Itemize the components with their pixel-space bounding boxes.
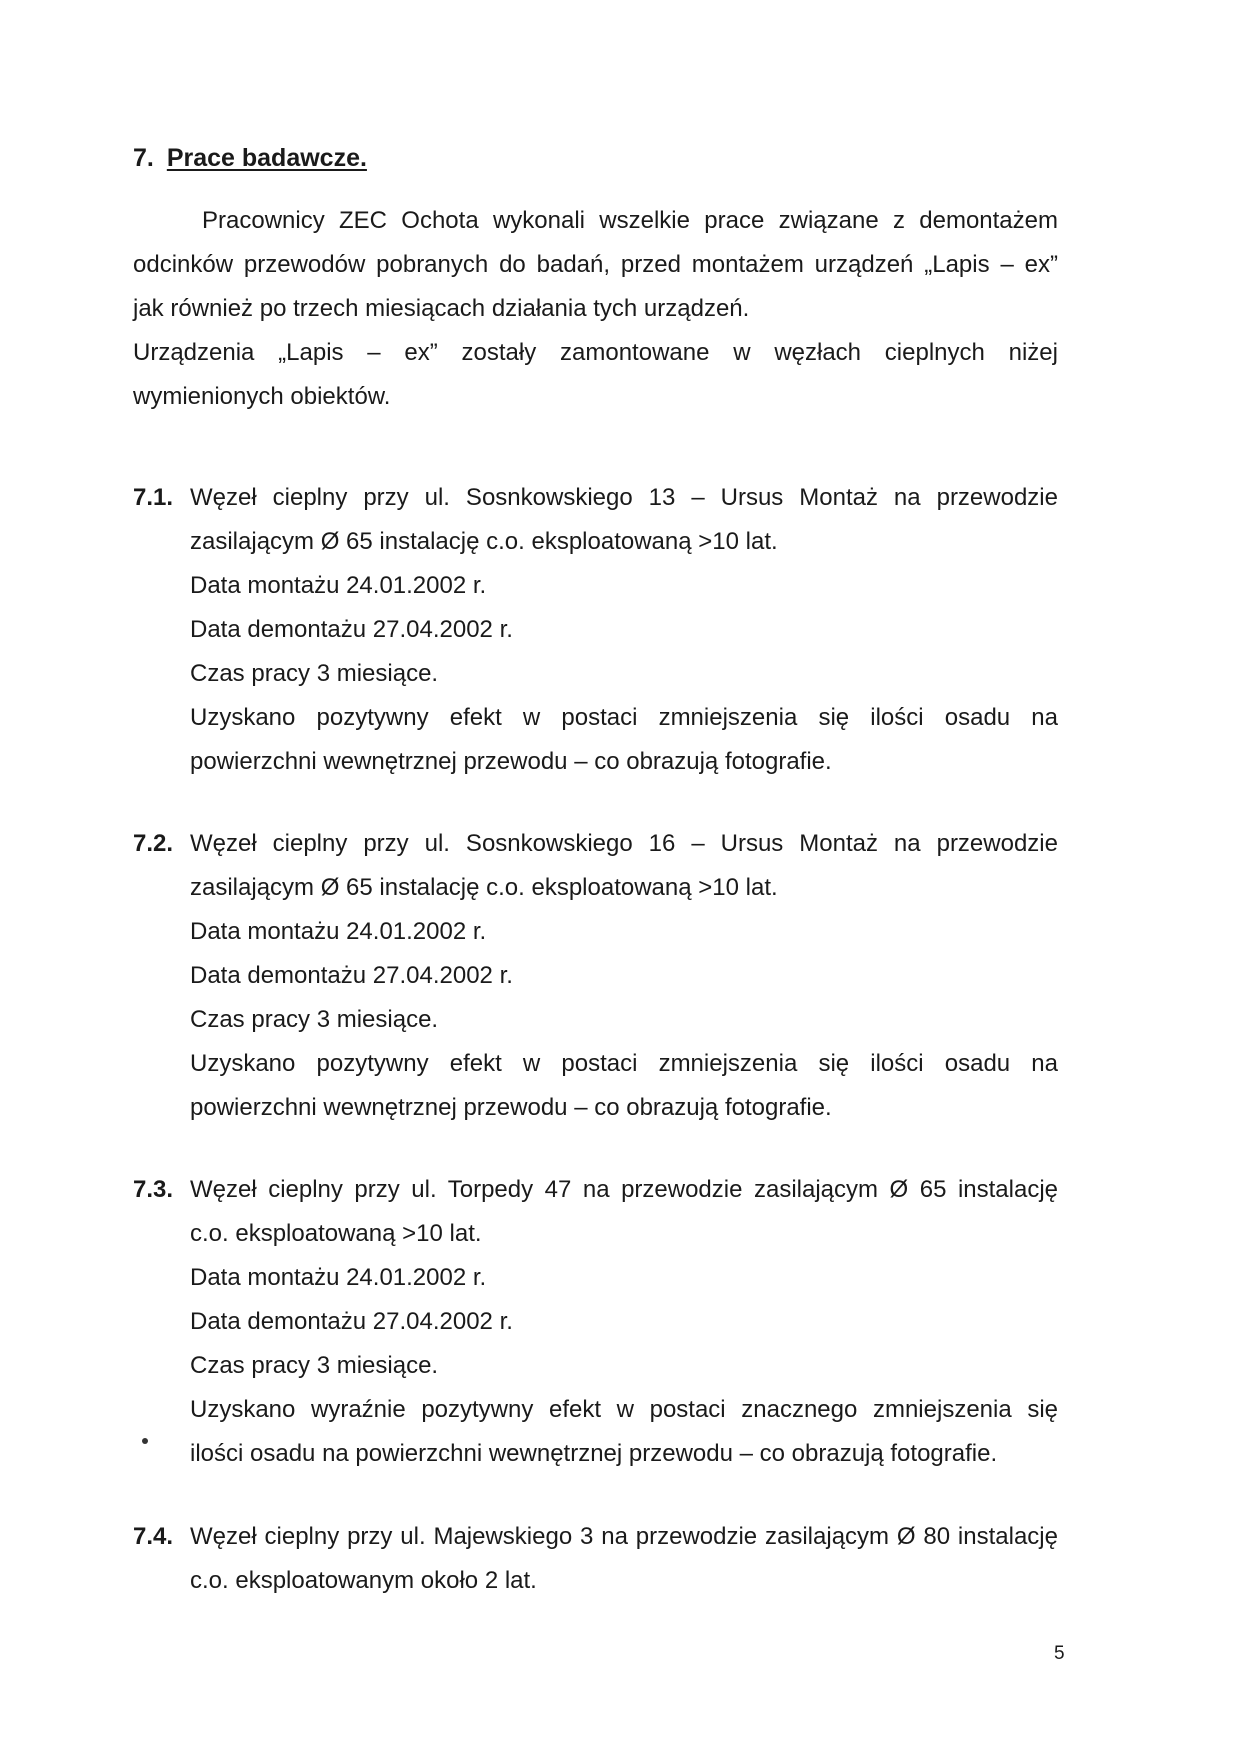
subsection-line: zasilającym Ø 65 instalację c.o. eksploatowaną >10 lat.	[190, 874, 778, 901]
subsection-body	[190, 1515, 1058, 1603]
intro-line: odcinków przewodów pobranych do badań, przed montażem urządzeń „Lapis – ex”	[133, 251, 1058, 278]
subsection-line: Data demontażu 27.04.2002 r.	[190, 962, 513, 989]
subsection-line: Uzyskano wyraźnie pozytywny efekt w postaci znacznego zmniejszenia się	[190, 1396, 1058, 1423]
subsection-line: Węzeł cieplny przy ul. Sosnkowskiego 13 – Ursus Montaż na przewodzie	[190, 484, 1058, 511]
section-heading	[133, 144, 367, 173]
intro-paragraph	[133, 199, 1058, 419]
subsection-number: 7.3.	[133, 1176, 174, 1203]
subsection-line: Węzeł cieplny przy ul. Majewskiego 3 na przewodzie zasilającym Ø 80 instalację	[190, 1523, 1058, 1550]
subsection-line: Data montażu 24.01.2002 r.	[190, 1264, 487, 1291]
subsection-line: zasilającym Ø 65 instalację c.o. eksploatowaną >10 lat.	[190, 528, 778, 555]
section-heading-title: Prace badawcze.	[166, 144, 367, 172]
subsection-body	[190, 822, 1058, 1130]
subsection-line: Data montażu 24.01.2002 r.	[190, 918, 487, 945]
subsection-line: Data montażu 24.01.2002 r.	[190, 572, 487, 599]
subsection-line: Data demontażu 27.04.2002 r.	[190, 616, 513, 643]
subsection-number: 7.1.	[133, 484, 174, 511]
subsection-number: 7.2.	[133, 830, 174, 857]
intro-line: wymienionych obiektów.	[133, 383, 391, 410]
subsection-line: Czas pracy 3 miesiące.	[190, 1352, 439, 1379]
stray-dot-mark	[142, 1438, 148, 1444]
intro-line: jak również po trzech miesiącach działania tych urządzeń.	[133, 295, 750, 322]
subsection-body	[190, 1168, 1058, 1476]
subsection-line: ilości osadu na powierzchni wewnętrznej przewodu – co obrazują fotografie.	[190, 1440, 998, 1467]
subsection-line: Czas pracy 3 miesiące.	[190, 660, 439, 687]
subsection-line: c.o. eksploatowanym około 2 lat.	[190, 1567, 537, 1594]
intro-line: Pracownicy ZEC Ochota wykonali wszelkie prace związane z demontażem	[202, 207, 1058, 234]
subsection-line: Węzeł cieplny przy ul. Torpedy 47 na przewodzie zasilającym Ø 65 instalację	[190, 1176, 1058, 1203]
subsection-line: Czas pracy 3 miesiące.	[190, 1006, 439, 1033]
page-number: 5	[1054, 1643, 1065, 1664]
subsection-line: Uzyskano pozytywny efekt w postaci zmniejszenia się ilości osadu na	[190, 1050, 1058, 1077]
subsection-line: c.o. eksploatowaną >10 lat.	[190, 1220, 482, 1247]
subsection-number: 7.4.	[133, 1523, 174, 1550]
subsection-line: Uzyskano pozytywny efekt w postaci zmniejszenia się ilości osadu na	[190, 704, 1058, 731]
section-heading-number: 7.	[133, 144, 154, 172]
subsection-body	[190, 476, 1058, 784]
subsection-line: powierzchni wewnętrznej przewodu – co obrazują fotografie.	[190, 748, 832, 775]
subsection-line: Data demontażu 27.04.2002 r.	[190, 1308, 513, 1335]
subsection-line: powierzchni wewnętrznej przewodu – co obrazują fotografie.	[190, 1094, 832, 1121]
intro-line: Urządzenia „Lapis – ex” zostały zamontowane w węzłach cieplnych niżej	[133, 339, 1058, 366]
subsection-line: Węzeł cieplny przy ul. Sosnkowskiego 16 – Ursus Montaż na przewodzie	[190, 830, 1058, 857]
